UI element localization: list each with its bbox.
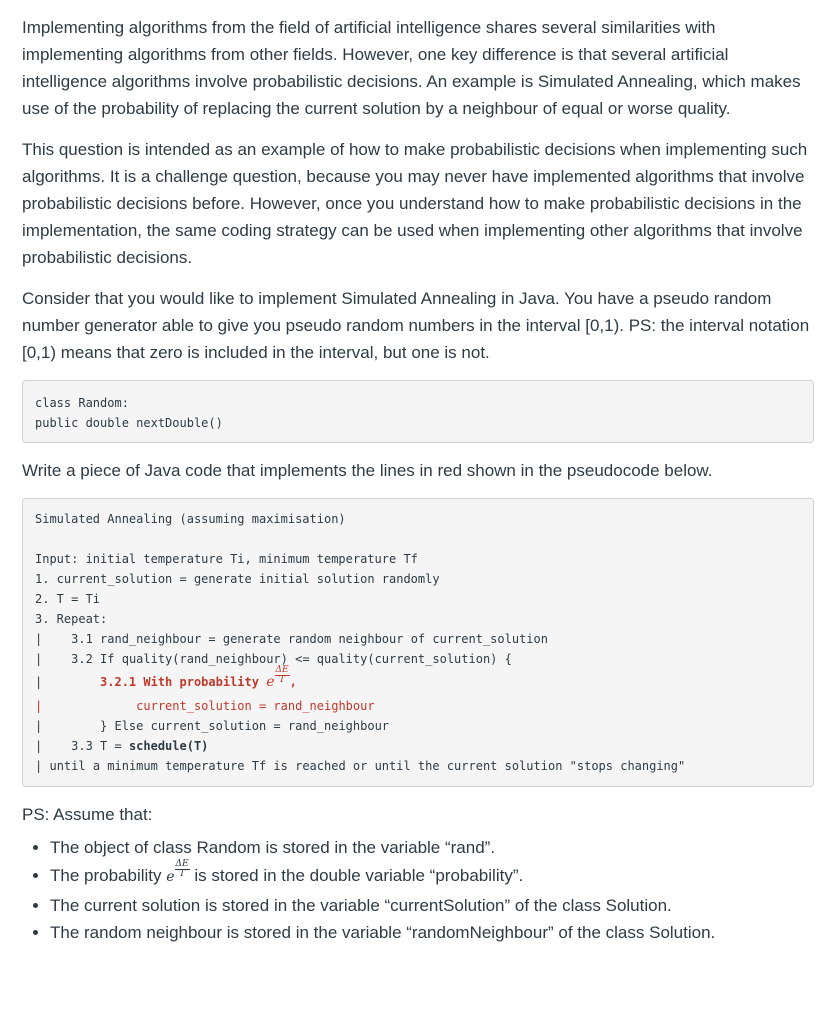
list-item: • The random neighbour is stored in the variable “randomNeighbour” of the class Solution.: [50, 919, 814, 946]
pseudocode-line: 1. current_solution = generate initial solution randomly: [35, 572, 440, 586]
assumptions-heading: PS: Assume that:: [22, 805, 153, 824]
indent-bar: |: [35, 632, 43, 646]
pseudocode-block: Simulated Annealing (assuming maximisation) Input: initial temperature Ti, minimum temperature Tf 1. current_solution = generate initial solution randomly 2. T = Ti 3. Repeat: | 3.1 rand_neighbour = generate random neighbour of current_solution | 3.2 If quality(rand_neighbour) <= quality(current_solution) { | 3.2.1 With probability e $\frac{\Delta E}{T}$ , | current_solution = rand_neighbour | } Else current_solution = rand_neighbour | 3.3 T = schedule(T) | until a minimum temperature Tf is reached or until the current solution "stops changing": [22, 498, 814, 787]
indent-bar: |: [35, 675, 43, 689]
task-paragraph: Write a piece of Java code that implements the lines in red shown in the pseudocode below.: [22, 461, 713, 480]
indent-bar: |: [35, 759, 43, 773]
indent-bar: |: [35, 719, 43, 733]
code-line: class Random:: [35, 396, 129, 410]
pseudocode-line: } Else current_solution = rand_neighbour: [100, 719, 390, 733]
pseudocode-title: Simulated Annealing (assuming maximisation): [35, 512, 346, 526]
pseudocode-line: until a minimum temperature Tf is reached or until the current solution "stops changing": [49, 759, 686, 773]
probability-expression: e $\frac{\Delta E}{T}$: [266, 665, 289, 690]
indent-bar: |: [35, 652, 43, 666]
list-item: • The current solution is stored in the variable “currentSolution” of the class Solution.: [50, 892, 814, 919]
indent-bar: |: [35, 739, 43, 753]
pseudocode-line: 3. Repeat:: [35, 612, 108, 626]
pseudocode-line: 3.3 T =: [71, 739, 129, 753]
list-item: • The object of class Random is stored in the variable “rand”.: [50, 834, 814, 861]
assumptions-list: [22, 834, 814, 946]
purpose-paragraph: This question is intended as an example of how to make probabilistic decisions when implementing such algorithms. It is a challenge question, because you may never have implemented algorithms that involve probabilistic decisions before. However, once you understand how to make probabilistic decisions in the implementation, the same coding strategy can be used when implementing other algorithms that involve probabilistic decisions.: [22, 140, 808, 267]
pseudocode-red-line: 3.2.1 With probability: [100, 675, 259, 689]
probability-expression: e $\frac{\Delta E}{T}$: [166, 859, 189, 885]
schedule-call: schedule(T): [128, 739, 209, 753]
question-content: [22, 14, 814, 946]
context-paragraph: Consider that you would like to implement Simulated Annealing in Java. You have a pseudo random number generator able to give you pseudo random numbers in the interval [0,1). PS: the interval notation [0,1) means that zero is included in the interval, but one is not.: [22, 289, 810, 362]
indent-bar: |: [35, 699, 43, 713]
intro-paragraph: Implementing algorithms from the field of artificial intelligence shares several similarities with implementing algorithms from other fields. However, one key difference is that several artificial intelligence algorithms involve probabilistic decisions. An example is Simulated Annealing, which makes use of the probability of replacing the current solution by a neighbour of equal or worse quality.: [22, 18, 801, 118]
pseudocode-line: 2. T = Ti: [35, 592, 101, 606]
random-class-code: [22, 380, 814, 443]
code-line: public double nextDouble(): [35, 416, 223, 430]
pseudocode-line: Input: initial temperature Ti, minimum temperature Tf: [35, 552, 418, 566]
list-item: • The probability e $\frac{\Delta E}{T}$ is stored in the double variable “probability”.: [50, 861, 814, 892]
pseudocode-line: 3.2 If quality(rand_neighbour) <= quality(current_solution) {: [71, 652, 512, 666]
pseudocode-red-line: current_solution = rand_neighbour: [136, 699, 375, 713]
pseudocode-line: 3.1 rand_neighbour = generate random neighbour of current_solution: [71, 632, 548, 646]
